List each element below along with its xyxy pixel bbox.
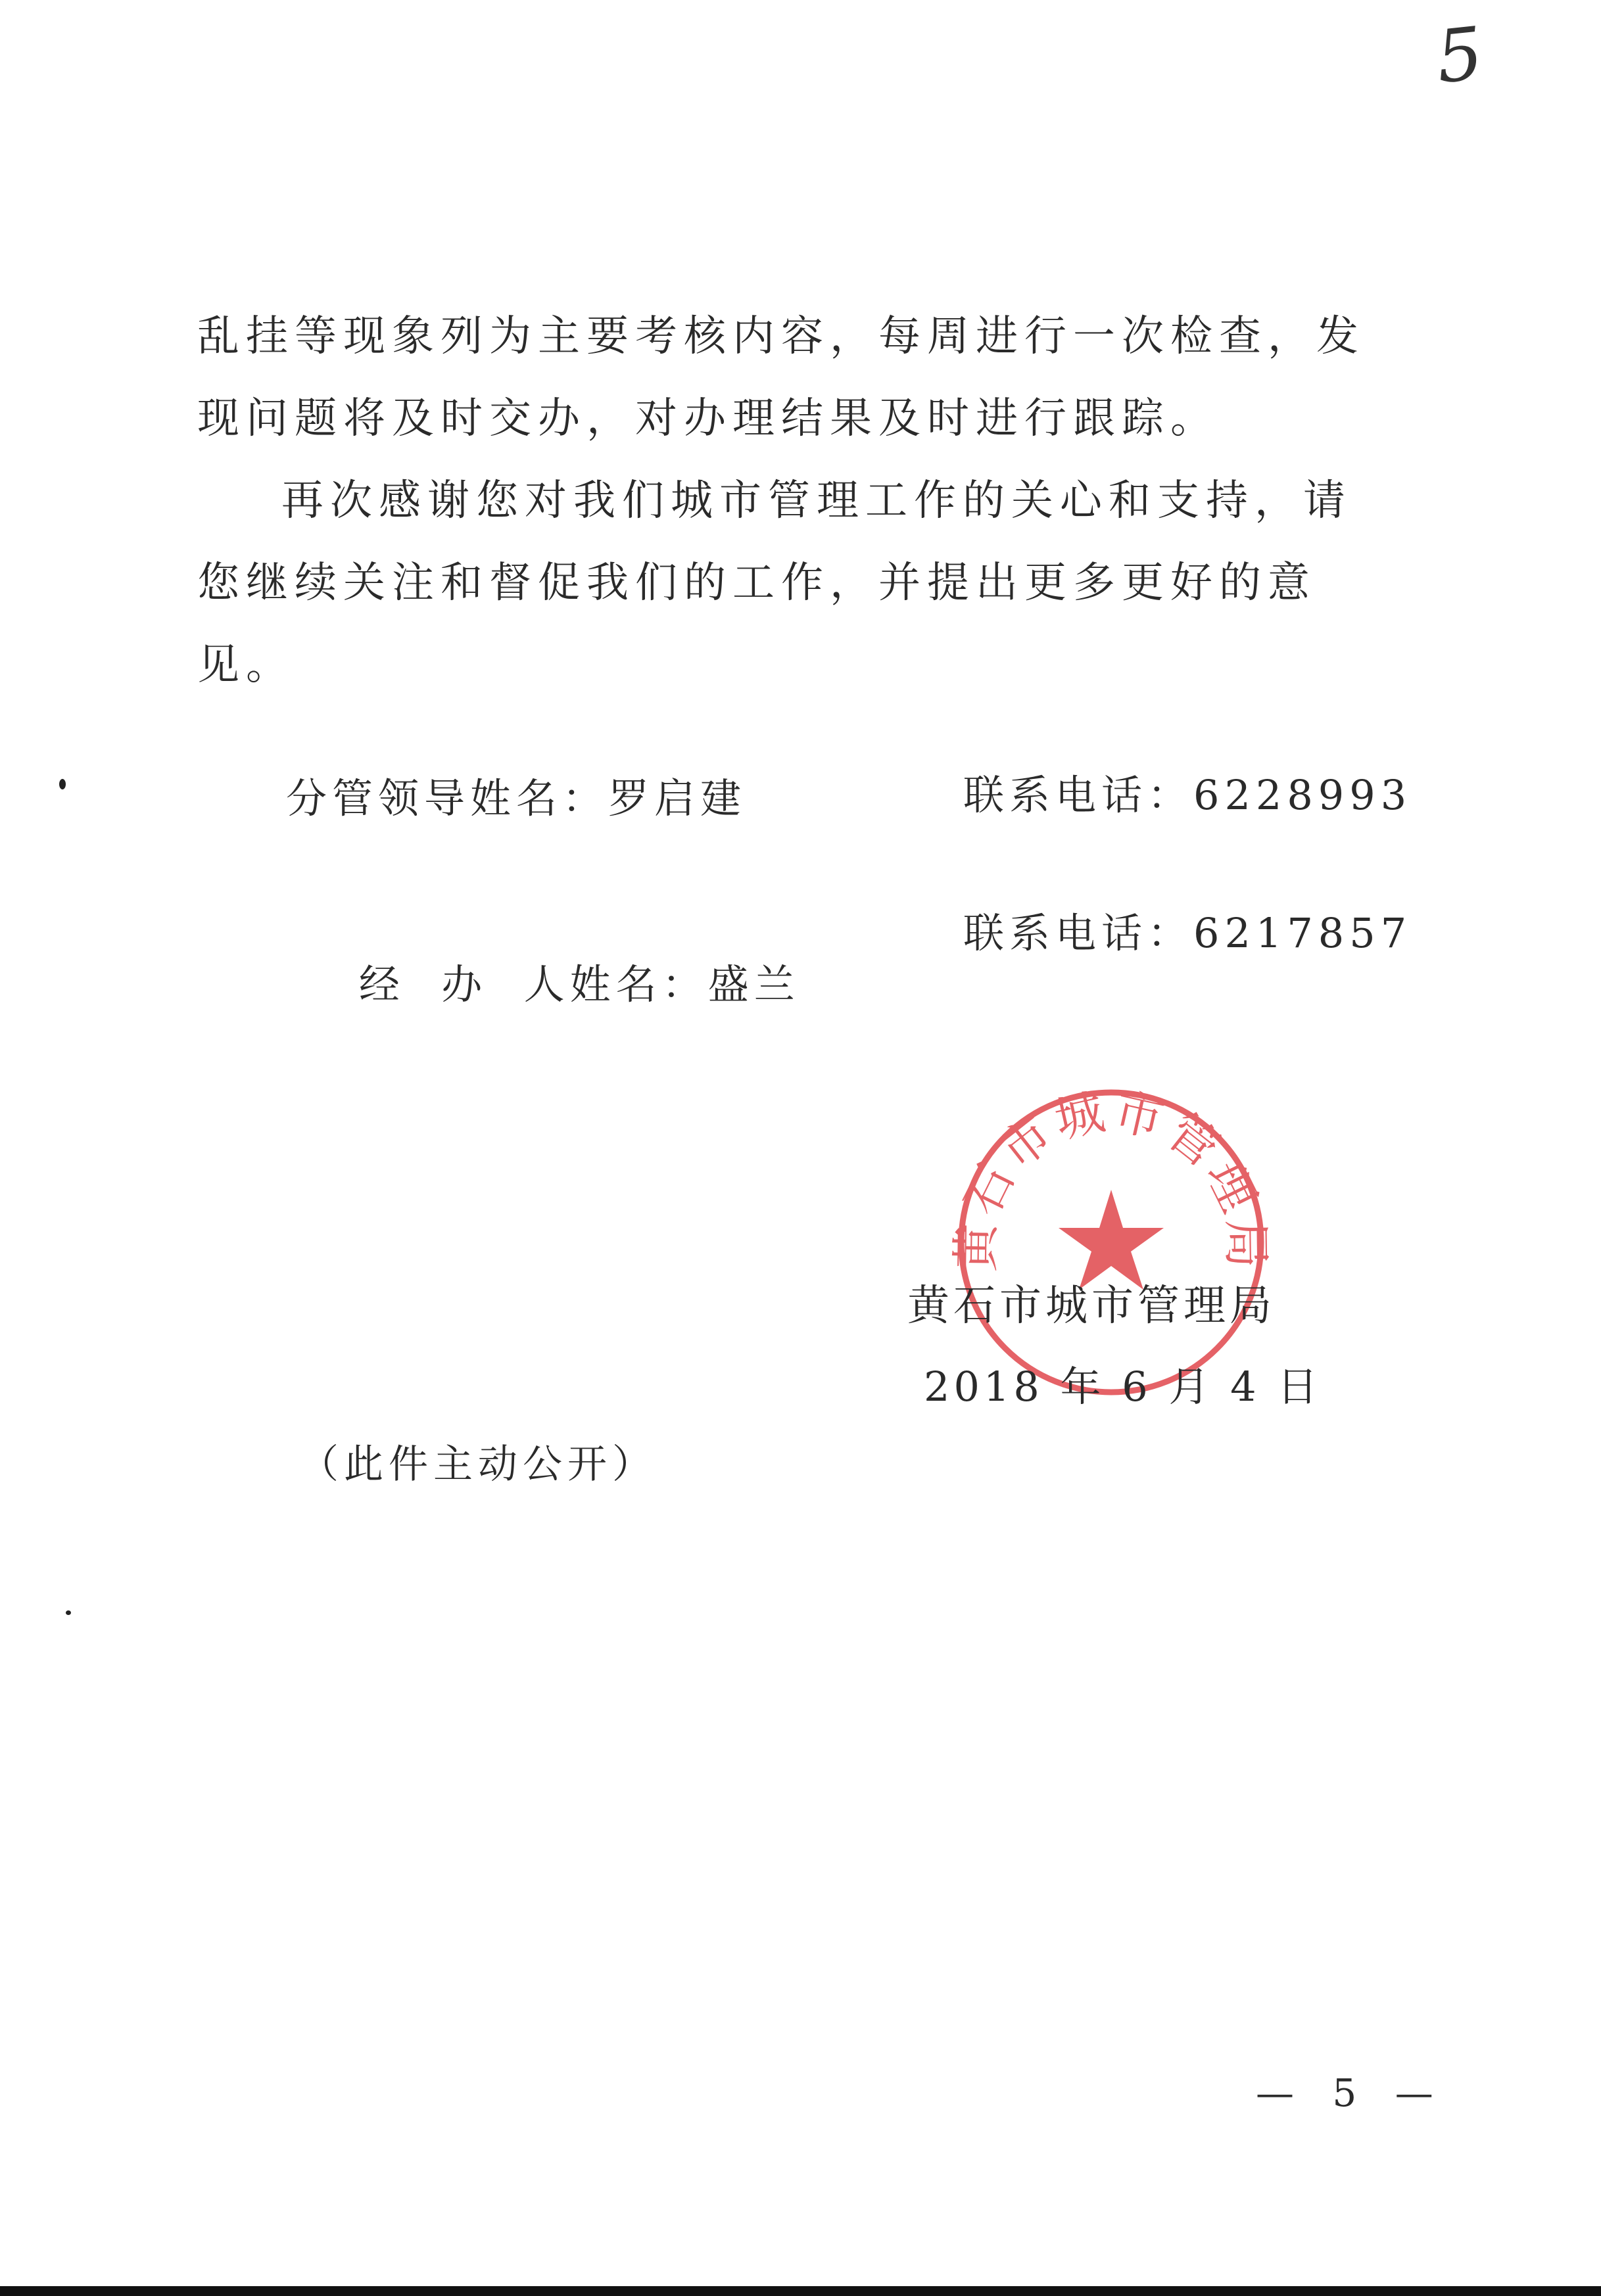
signature-organization: 黄石市城市管理局	[907, 1282, 1276, 1330]
scan-bottom-edge	[0, 2286, 1601, 2296]
handler-phone: 6217857	[1193, 909, 1412, 957]
leader-name: 罗启建	[608, 774, 747, 822]
handler-contact-phone	[963, 901, 1412, 959]
body-paragraph: 乱挂等现象列为主要考核内容，每周进行一次检查，发现问题将及时交办，对办理结果及时进行跟踪。	[197, 312, 1365, 443]
leader-phone-label: 联系电话：	[963, 771, 1194, 819]
handler-name-label: 经 办 人姓名：	[358, 960, 708, 1008]
scan-speck	[66, 1610, 71, 1615]
signature-date: 2018 年 6 月 4 日	[924, 1363, 1322, 1411]
handler-contact-name	[286, 904, 800, 1058]
disclosure-note: （此件主动公开）	[299, 1441, 657, 1488]
page-number: — 5 —	[1256, 2071, 1446, 2115]
leader-name-label: 分管领导姓名：	[286, 774, 609, 822]
leader-contact-phone	[963, 762, 1412, 821]
letter-body	[197, 296, 1394, 707]
leader-contact-name	[286, 766, 746, 824]
body-paragraph: 再次感谢您对我们城市管理工作的关心和支持，请您继续关注和督促我们的工作，并提出更多更好的意见。	[197, 477, 1352, 690]
handler-phone-label: 联系电话：	[963, 909, 1194, 957]
handwritten-page-mark: 5	[1432, 11, 1487, 100]
leader-phone: 6228993	[1193, 771, 1412, 819]
scan-speck	[59, 779, 66, 789]
seal-text: 黄石市城市管理局	[947, 1083, 1275, 1273]
handler-name: 盛兰	[707, 960, 800, 1008]
